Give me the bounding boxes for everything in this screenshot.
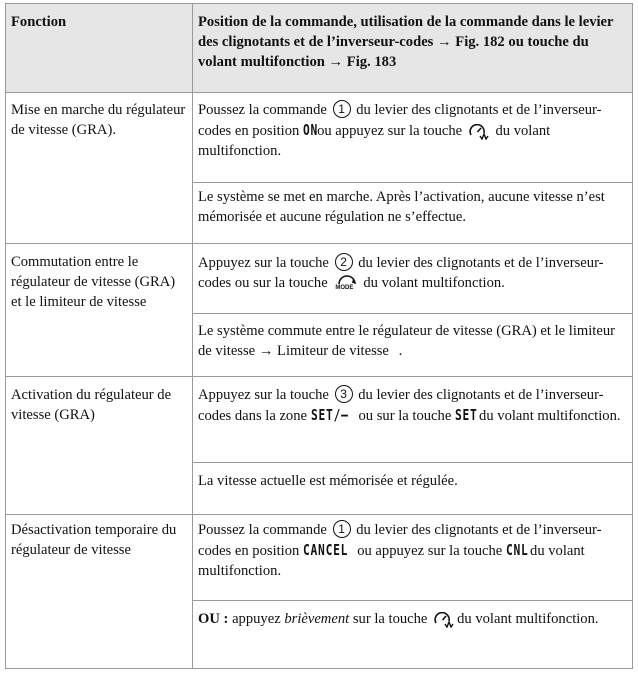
instruction-text: ou sur la touche	[358, 408, 452, 424]
speed-control-icon	[468, 124, 490, 140]
row-3-instruction	[198, 385, 626, 426]
ou-label: OU :	[198, 611, 229, 627]
header-position	[198, 12, 628, 72]
row-1-fonction: Mise en marche du régulateur de vitesse (GRA).	[11, 102, 186, 138]
sub-row-divider	[192, 313, 632, 314]
instruction-text: Appuyez sur la touche	[198, 387, 329, 403]
instruction-text: du levier des clignotants et de l’inverseur-codes en position	[198, 102, 602, 139]
row-2-result	[198, 321, 626, 361]
position-code-on: ON	[303, 121, 319, 139]
header-ou: ou	[508, 34, 524, 50]
row-4-instruction	[198, 520, 626, 581]
column-divider	[192, 4, 193, 668]
function-table	[5, 3, 633, 669]
row-4-fonction: Désactivation temporaire du régulateur de vitesse	[11, 522, 177, 558]
result-text: du volant multifonction.	[457, 611, 599, 627]
instruction-text: du volant multifonction.	[198, 543, 585, 579]
control-number: 1	[333, 100, 351, 118]
result-text: appuyez	[232, 611, 281, 627]
instruction-text: du volant multifonction.	[198, 123, 551, 159]
instruction-text: du levier des clignotants et de l’inverseur-codes ou sur la touche	[198, 255, 604, 291]
header-touche-text: touche du volant multifonction	[198, 34, 589, 70]
control-number: 3	[335, 385, 353, 403]
row-divider	[6, 514, 632, 515]
speed-control-icon	[433, 612, 455, 628]
row-1-instruction	[198, 100, 626, 161]
instruction-text: du volant multifonction.	[479, 408, 621, 424]
instruction-text: du levier des clignotants et de l’inverseur-codes dans la zone	[198, 387, 604, 424]
instruction-text: du volant multifonction.	[363, 275, 505, 291]
mode-icon-label: MODE	[335, 284, 354, 291]
control-number: 2	[335, 253, 353, 271]
key-code-cnl: CNL	[505, 541, 529, 559]
row-divider	[6, 92, 632, 93]
result-text: sur la touche	[352, 611, 428, 627]
instruction-text: du levier des clignotants et de l’inverseur-codes en position	[198, 522, 602, 559]
mode-icon	[333, 275, 361, 293]
row-divider	[6, 243, 632, 244]
row-divider	[6, 376, 632, 377]
instruction-text: ou appuyez sur la touche	[317, 123, 463, 139]
header-fonction: Fonction	[11, 14, 67, 30]
instruction-text: Poussez la commande	[198, 102, 327, 118]
fig-183-link[interactable]: → Fig. 183	[328, 54, 397, 70]
result-text: .	[398, 343, 403, 359]
row-2-instruction	[198, 253, 626, 293]
fig-182-link[interactable]: → Fig. 182	[437, 34, 505, 50]
sub-row-divider	[192, 462, 632, 463]
header-position-text: Position de la commande, utilisation de la commande dans le levier des clignotants et de l’inverseur-codes	[198, 14, 614, 50]
emphasis-text: brièvement	[284, 611, 350, 627]
instruction-text: Appuyez sur la touche	[198, 255, 329, 271]
instruction-text: ou appuyez sur la touche	[357, 543, 503, 559]
result-text: Le système commute entre le régulateur de vitesse (GRA) et le limiteur de vitesse	[198, 323, 615, 359]
row-1-result: Le système se met en marche. Après l’activation, aucune vitesse n’est mémorisée et aucune régulation ne s’effectue.	[198, 189, 605, 225]
instruction-text: Poussez la commande	[198, 522, 327, 538]
sub-row-divider	[192, 182, 632, 183]
row-3-fonction: Activation du régulateur de vitesse (GRA)	[11, 387, 172, 423]
sub-row-divider	[192, 600, 632, 601]
zone-code-set: SET/–	[310, 406, 349, 424]
position-code-cancel: CANCEL	[303, 541, 349, 559]
row-2-fonction: Commutation entre le régulateur de vitesse (GRA) et le limiteur de vitesse	[11, 254, 176, 310]
row-3-result: La vitesse actuelle est mémorisée et régulée.	[198, 473, 458, 489]
control-number: 1	[333, 520, 351, 538]
row-4-result	[198, 609, 626, 629]
key-code-set: SET	[454, 406, 478, 424]
limiteur-link[interactable]: → Limiteur de vitesse	[258, 343, 389, 359]
